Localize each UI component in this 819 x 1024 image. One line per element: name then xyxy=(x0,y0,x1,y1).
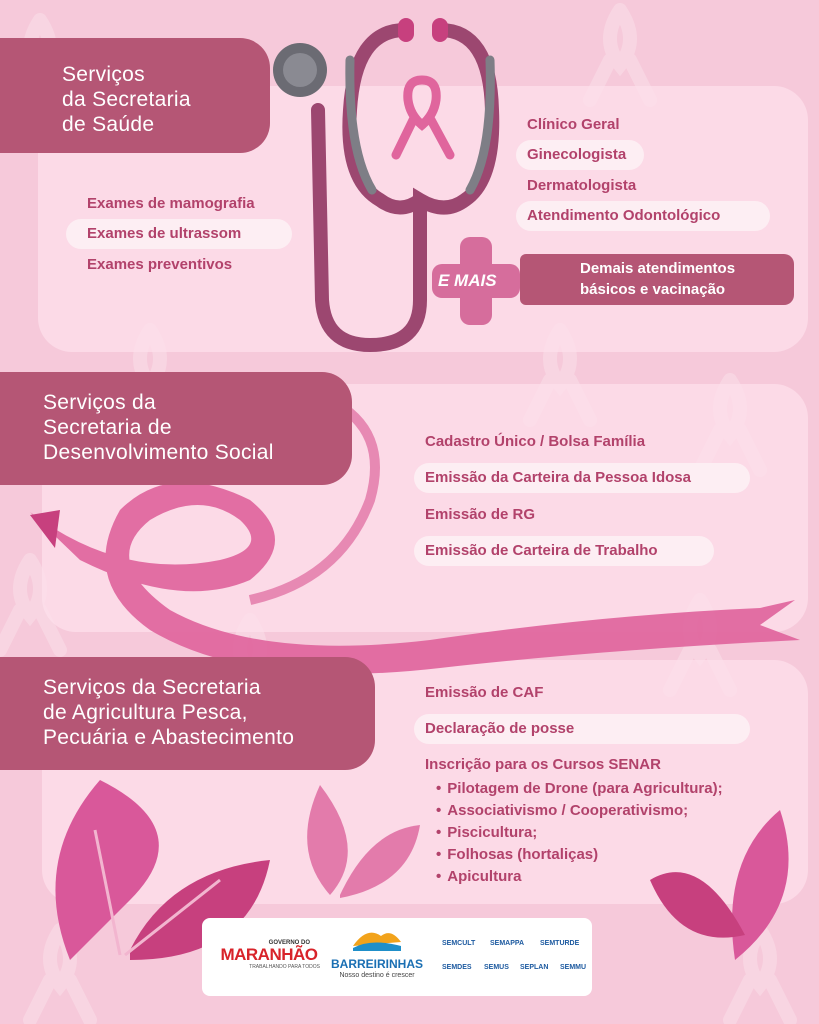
agriculture-title-line: Serviços da Secretaria xyxy=(43,676,261,699)
extra-services-line: Demais atendimentos xyxy=(580,260,736,277)
leaf-decoration-middle xyxy=(307,785,420,898)
health-right-item: Ginecologista xyxy=(516,140,644,170)
social-title-line: Desenvolvimento Social xyxy=(43,441,274,464)
health-title xyxy=(0,38,270,153)
secretariat-logo: SEMMU xyxy=(560,964,587,971)
health-left-item: Exames preventivos xyxy=(87,256,233,273)
gov-name-text: MARANHÃO xyxy=(220,945,318,964)
health-right-item: Dermatologista xyxy=(527,177,637,194)
agriculture-title xyxy=(0,657,375,770)
senar-course-item: • Apicultura xyxy=(436,866,723,888)
senar-course-item: • Folhosas (hortaliças) xyxy=(436,844,723,866)
social-item: Emissão de Carteira de Trabalho xyxy=(414,536,714,566)
barreirinhas-logo xyxy=(328,924,426,981)
social-item: Emissão de RG xyxy=(425,506,536,523)
social-title-line: Secretaria de xyxy=(43,416,172,439)
health-right-item: Atendimento Odontológico xyxy=(516,201,770,231)
agriculture-item: Declaração de posse xyxy=(414,714,750,744)
extra-services-line: básicos e vacinação xyxy=(580,281,726,298)
health-left-item: Exames de mamografia xyxy=(87,195,255,212)
extra-services-badge xyxy=(520,254,794,305)
secretariat-logo: SEMDES xyxy=(442,964,472,971)
senar-course-item: • Associativismo / Cooperativismo; xyxy=(436,800,723,822)
agriculture-item: Emissão de CAF xyxy=(425,684,544,701)
agriculture-title-line: Pecuária e Abastecimento xyxy=(43,726,295,749)
social-item: Cadastro Único / Bolsa Família xyxy=(425,433,646,450)
city-name-text: BARREIRINHAS xyxy=(330,957,423,971)
secretariat-logo: SEMCULT xyxy=(442,940,476,947)
gov-slogan-text: TRABALHANDO PARA TODOS xyxy=(249,964,320,970)
social-title xyxy=(0,372,352,485)
e-mais-label: E MAIS xyxy=(438,271,497,290)
senar-course-item: • Pilotagem de Drone (para Agricultura); xyxy=(436,778,723,800)
health-title-line: Serviços xyxy=(62,63,145,86)
secretariat-logo: SEMAPPA xyxy=(490,940,525,947)
footer-logo-bar xyxy=(202,918,592,996)
health-right-item: Clínico Geral xyxy=(527,116,620,133)
senar-course-list xyxy=(436,778,723,888)
city-slogan-text: Nosso destino é crescer xyxy=(339,972,415,979)
secretariat-logo: SEMTURDE xyxy=(540,940,580,947)
agriculture-title-line: de Agricultura Pesca, xyxy=(43,701,248,724)
dunes-icon xyxy=(351,924,403,952)
secretariat-logo: SEMUS xyxy=(484,964,509,971)
agriculture-item: Inscrição para os Cursos SENAR xyxy=(425,756,661,773)
health-title-line: da Secretaria xyxy=(62,88,191,111)
governo-maranhao-logo xyxy=(218,940,320,970)
health-title-line: de Saúde xyxy=(62,113,155,136)
secretariat-logo: SEPLAN xyxy=(520,964,549,971)
secretariat-logo-grid xyxy=(442,940,588,986)
social-title-line: Serviços da xyxy=(43,391,157,414)
social-item: Emissão da Carteira da Pessoa Idosa xyxy=(414,463,750,493)
senar-course-item: • Piscicultura; xyxy=(436,822,723,844)
health-left-item: Exames de ultrassom xyxy=(66,219,292,249)
gov-top-text: GOVERNO DO xyxy=(268,940,310,946)
